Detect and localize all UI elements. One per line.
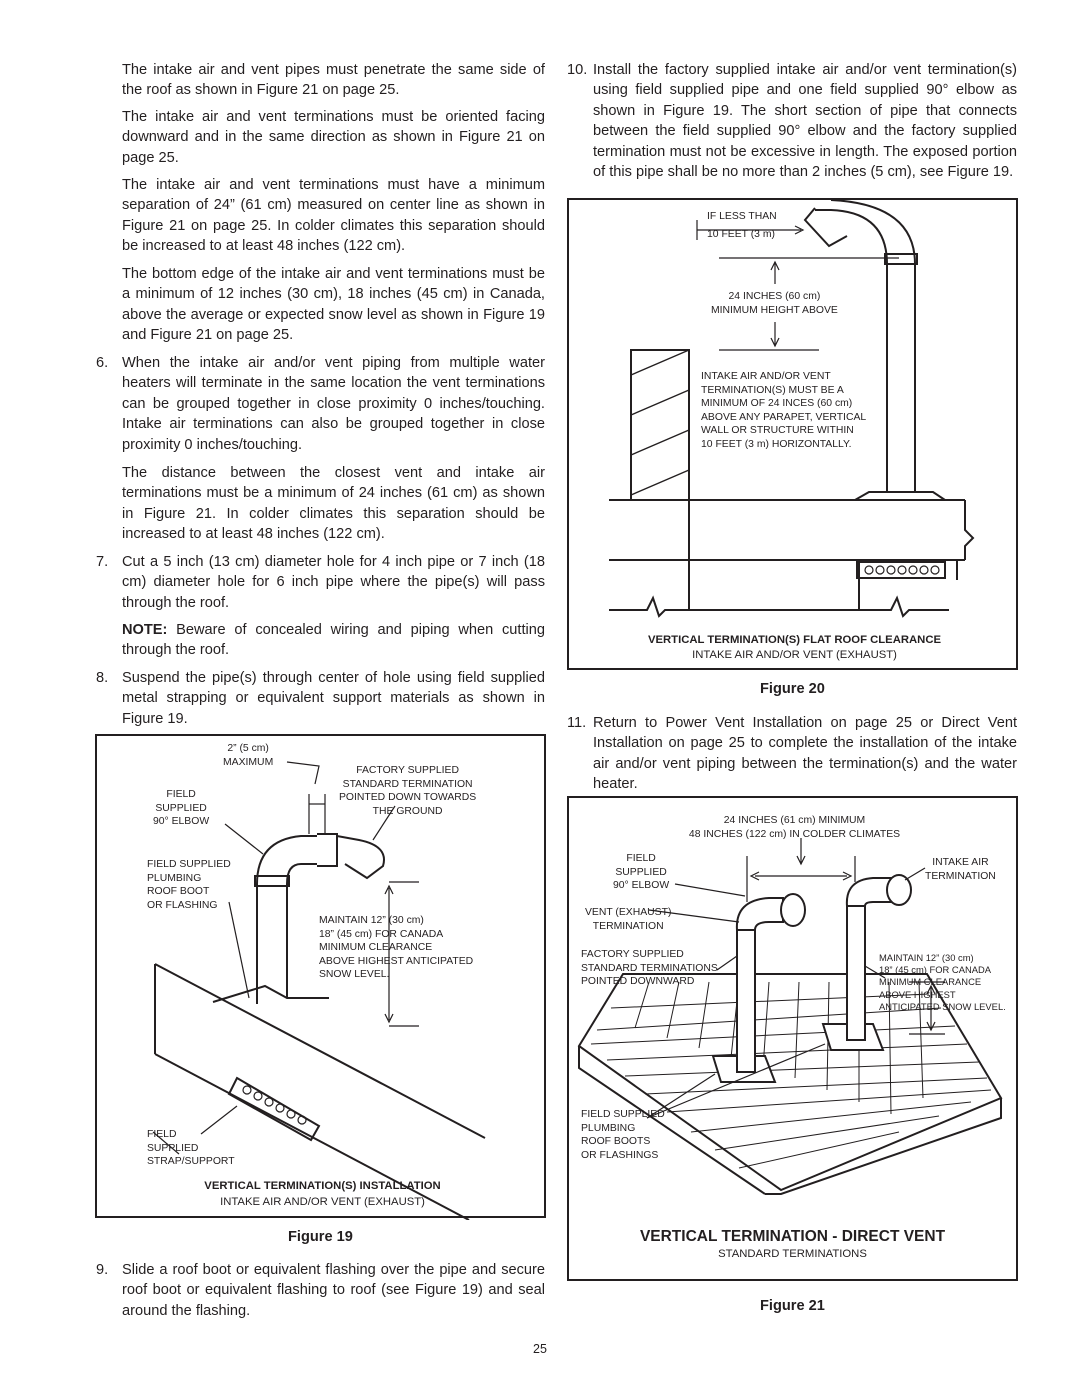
figure-19-box [95,734,546,1218]
fig20-label-if-less: IF LESS THAN [707,211,777,222]
fig20-caption-title: VERTICAL TERMINATION(S) FLAT ROOF CLEARANCE [647,634,942,646]
fig19-label-maintain: MAINTAIN 12” (30 cm) 18” (45 cm) FOR CANADA MINIMUM CLEARANCE ABOVE HIGHEST ANTICIPATED SNOW LEVEL. [319,915,474,981]
fig19-caption-subtitle: INTAKE AIR AND/OR VENT (EXHAUST) [220,1196,425,1208]
fig21-label-elbow: FIELD SUPPLIED 90° ELBOW [613,853,670,892]
paragraph-closest-distance: The distance between the closest vent and intake air terminations must be a minimum of 24 inches (61 cm) as shown in Figure 21. In colder climates this separation should be increased to at least 48 inches (122 cm). [122,465,545,543]
figure-21-label: Figure 21 [760,1298,825,1314]
paragraph-oriented-downward: The intake air and vent terminations must be oriented facing downward and in the same direction as shown in Figure 21 on page 25. [122,109,545,166]
paragraph-snow-level: The bottom edge of the intake air and vent terminations must be a minimum of 12 inches (30 cm), 18 inches (45 cm) in Canada, above the average or expected snow level as shown in Figure 19 and Figure 21 on page 25. [122,266,545,344]
fig21-label-maintain: MAINTAIN 12” (30 cm) 18” (45 cm) FOR CANADA MINIMUM CLEARANCE ABOVE HIGHEST ANTICIPATED SNOW LEVEL. [879,952,1006,1012]
fig21-label-factory: FACTORY SUPPLIED STANDARD TERMINATIONS POINTED DOWNWARD [581,949,718,988]
figure-20-label: Figure 20 [760,681,825,697]
fig21-label-separation: 24 INCHES (61 cm) MINIMUM 48 INCHES (122 cm) IN COLDER CLIMATES [688,815,901,840]
fig19-label-elbow: FIELD SUPPLIED 90° ELBOW [153,789,210,828]
page-number: 25 [533,1342,547,1356]
fig19-label-plumbing: FIELD SUPPLIED PLUMBING ROOF BOOT OR FLASHING [147,859,231,911]
figure-19-label: Figure 19 [288,1229,353,1245]
item-6-text: When the intake air and/or vent piping from multiple water heaters will terminate in the same location the vent terminations can be grouped together in close proximity 0 inches/touching. Intake air terminations can also be grouped together in close proximity 0 inches/touching. [122,355,545,453]
fig19-caption-title: VERTICAL TERMINATION(S) INSTALLATION [204,1180,441,1192]
fig20-label-10-feet: 10 FEET (3 m) [707,229,775,240]
fig20-label-note: INTAKE AIR AND/OR VENT TERMINATION(S) MUST BE A MINIMUM OF 24 INCES (60 cm) ABOVE ANY PARAPET, VERTICAL WALL OR STRUCTURE WITHIN 10 FEET (3 m) HORIZONTALLY. [701,371,867,450]
note-text: Beware of concealed wiring and piping when cutting through the roof. [122,622,545,659]
item-9-text: Slide a roof boot or equivalent flashing over the pipe and secure roof boot or equivalent flashing to roof (see Figure 19) and seal around the flashing. [122,1262,545,1319]
item-number-10: 10. [567,62,588,78]
fig19-label-2in-max: 2” (5 cm) MAXIMUM [223,743,274,768]
fig20-label-min-height: 24 INCHES (60 cm) MINIMUM HEIGHT ABOVE [711,291,838,316]
item-number-6: 6. [96,355,109,371]
note-label: NOTE: [122,622,168,638]
fig21-label-intake: INTAKE AIR TERMINATION [925,857,996,882]
fig21-subtitle: STANDARD TERMINATIONS [718,1248,867,1260]
item-number-7: 7. [96,554,109,570]
fig21-label-boots: FIELD SUPPLIED PLUMBING ROOF BOOTS OR FLASHINGS [581,1109,665,1161]
note-paragraph [122,620,545,661]
item-8-text: Suspend the pipe(s) through center of hole using field supplied metal strapping or equivalent support materials as shown in Figure 19. [122,670,545,727]
fig21-label-vent: VENT (EXHAUST) TERMINATION [585,907,672,932]
item-number-11: 11. [567,715,587,731]
item-number-8: 8. [96,670,109,686]
item-11-text: Return to Power Vent Installation on page 25 or Direct Vent Installation on page 25 to complete the installation of the intake air and/or vent piping between the termination(s) and the water heater. [593,715,1017,793]
figure-20-box [567,198,1018,670]
item-7-text: Cut a 5 inch (13 cm) diameter hole for 4 inch pipe or 7 inch (18 cm) diameter hole for 6 inch pipe where the pipe(s) will pass through the roof. [122,554,545,611]
fig21-title: VERTICAL TERMINATION - DIRECT VENT [639,1228,946,1245]
fig19-label-strap: FIELD SUPPLIED STRAP/SUPPORT [147,1129,235,1168]
item-10-text: Install the factory supplied intake air and/or vent termination(s) using field supplied pipe and one field supplied 90° elbow as shown in Figure 19. The short section of pipe that connects between the field supplied 90° elbow and the factory supplied termination must not be excessive in length. The exposed portion of this pipe shall be no more than 2 inches (5 cm), see Figure 19. [593,62,1017,181]
paragraph-same-side: The intake air and vent pipes must penetrate the same side of the roof as shown in Figure 21 on page 25. [122,62,545,99]
paragraph-separation: The intake air and vent terminations must have a minimum separation of 24” (61 cm) measured on center line as shown in Figure 21 on page 25. In colder climates this separation should be increased to at least 48 inches (122 cm). [122,177,545,255]
fig19-label-factory-termination: FACTORY SUPPLIED STANDARD TERMINATION POINTED DOWN TOWARDS THE GROUND [339,765,477,817]
figure-21-box [567,796,1018,1281]
item-number-9: 9. [96,1262,109,1278]
fig20-caption-subtitle: INTAKE AIR AND/OR VENT (EXHAUST) [692,649,897,661]
